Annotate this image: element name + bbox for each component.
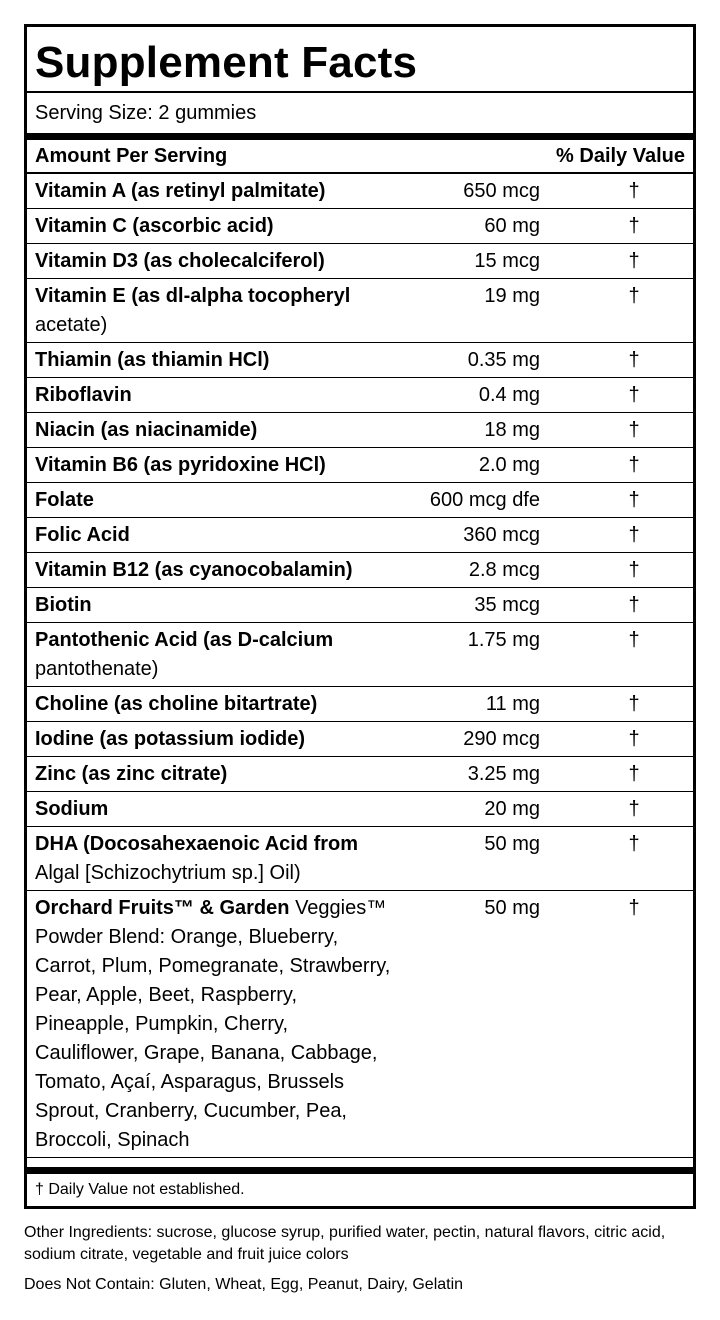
nutrient-daily-value: † <box>628 693 640 715</box>
nutrient-daily-value: † <box>628 419 640 441</box>
table-header <box>27 140 693 174</box>
table-end-divider <box>27 1158 693 1174</box>
nutrient-daily-value: † <box>628 384 640 406</box>
nutrient-daily-value: † <box>628 559 640 581</box>
nutrient-row <box>27 209 693 244</box>
nutrient-daily-value: † <box>628 454 640 476</box>
nutrient-name-bold: Riboflavin <box>35 384 132 406</box>
nutrient-row <box>27 588 693 623</box>
nutrient-amount: 3.25 mg <box>467 763 540 785</box>
nutrient-row <box>27 687 693 722</box>
nutrient-name <box>27 486 393 515</box>
nutrient-name <box>27 894 393 1155</box>
nutrient-daily-value: † <box>628 250 640 272</box>
does-not-contain: Does Not Contain: Gluten, Wheat, Egg, Peanut, Dairy, Gelatin <box>24 1276 464 1293</box>
other-ingredients: Other Ingredients: sucrose, glucose syrup, purified water, pectin, natural flavors, citric acid, sodium citrate, vegetable and fruit juice colors <box>24 1224 666 1263</box>
nutrient-name-bold: Vitamin D3 (as cholecalciferol) <box>35 250 325 272</box>
nutrient-row <box>27 483 693 518</box>
nutrient-row <box>27 722 693 757</box>
nutrient-row <box>27 174 693 209</box>
nutrient-name-bold: Folate <box>35 489 94 511</box>
nutrient-row <box>27 413 693 448</box>
nutrient-amount: 0.35 mg <box>467 349 540 371</box>
nutrient-name <box>27 760 393 789</box>
nutrient-amount: 15 mcg <box>474 250 540 272</box>
nutrient-name <box>27 521 393 550</box>
nutrient-name <box>27 556 393 585</box>
daily-value-heading: % Daily Value <box>556 145 685 167</box>
nutrient-name-bold: Zinc (as zinc citrate) <box>35 763 228 785</box>
nutrient-name <box>27 247 393 276</box>
nutrient-name-bold: Thiamin (as thiamin HCl) <box>35 349 270 371</box>
nutrient-amount: 360 mcg <box>463 524 540 546</box>
nutrient-row <box>27 378 693 413</box>
nutrient-amount: 60 mg <box>484 215 540 237</box>
nutrient-daily-value: † <box>628 728 640 750</box>
nutrient-name <box>27 451 393 480</box>
nutrient-amount: 20 mg <box>484 798 540 820</box>
nutrient-row <box>27 244 693 279</box>
nutrient-name <box>27 591 393 620</box>
nutrient-daily-value: † <box>628 798 640 820</box>
nutrient-daily-value: † <box>628 594 640 616</box>
nutrient-row <box>27 279 693 343</box>
nutrient-name <box>27 795 393 824</box>
nutrient-name <box>27 830 393 888</box>
nutrient-daily-value: † <box>628 833 640 855</box>
serving-size: Serving Size: 2 gummies <box>35 102 257 124</box>
nutrient-row <box>27 827 693 891</box>
nutrient-row <box>27 891 693 1158</box>
nutrient-list <box>27 174 693 1158</box>
nutrient-name-bold: Vitamin B6 (as pyridoxine HCl) <box>35 454 326 476</box>
nutrient-amount: 0.4 mg <box>478 384 540 406</box>
nutrient-daily-value: † <box>628 285 640 307</box>
nutrient-amount: 650 mcg <box>463 180 540 202</box>
nutrient-amount: 600 mcg dfe <box>429 489 540 511</box>
nutrient-daily-value: † <box>628 897 640 919</box>
nutrient-daily-value: † <box>628 489 640 511</box>
nutrient-amount: 290 mcg <box>463 728 540 750</box>
nutrient-row <box>27 343 693 378</box>
nutrient-daily-value: † <box>628 763 640 785</box>
nutrient-name <box>27 416 393 445</box>
nutrient-name <box>27 212 393 241</box>
nutrient-name-bold: Vitamin E (as dl-alpha tocopheryl <box>35 285 351 307</box>
nutrient-name <box>27 177 393 206</box>
nutrient-row <box>27 553 693 588</box>
nutrient-name-detail: Veggies™ Powder Blend: Orange, Blueberry, Carrot, Plum, Pomegranate, Strawberry, Pear, Apple, Beet, Raspberry, Pineapple, Pumpkin, Cherry, Cauliflower, Grape, Banana, Cabbage, Tomato, Açaí, Asparagus, Brussels Sprout, Cranberry, Cucumber, Pea, Broccoli, Spinach <box>35 897 391 1151</box>
nutrient-amount: 2.8 mcg <box>468 559 540 581</box>
nutrient-name-detail: acetate) <box>35 314 108 336</box>
nutrient-daily-value: † <box>628 629 640 651</box>
nutrient-name <box>27 346 393 375</box>
nutrient-row <box>27 757 693 792</box>
nutrient-name-bold: DHA (Docosahexaenoic Acid from <box>35 833 359 855</box>
nutrient-name-bold: Sodium <box>35 798 109 820</box>
nutrient-name-bold: Pantothenic Acid (as D-calcium <box>35 629 334 651</box>
nutrient-row <box>27 792 693 827</box>
panel-title: Supplement Facts <box>35 38 418 87</box>
serving-divider <box>27 133 693 140</box>
nutrient-daily-value: † <box>628 180 640 202</box>
nutrient-name-bold: Folic Acid <box>35 524 130 546</box>
nutrient-name <box>27 690 393 719</box>
nutrient-name-detail: Algal [Schizochytrium sp.] Oil) <box>35 862 301 884</box>
nutrient-name-bold: Vitamin C (ascorbic acid) <box>35 215 274 237</box>
nutrient-daily-value: † <box>628 349 640 371</box>
nutrient-name <box>27 381 393 410</box>
nutrient-daily-value: † <box>628 524 640 546</box>
nutrient-name-detail: pantothenate) <box>35 658 159 680</box>
supplement-facts-panel <box>24 24 696 1209</box>
nutrient-name-bold: Vitamin A (as retinyl palmitate) <box>35 180 326 202</box>
nutrient-name-bold: Orchard Fruits™ & Garden <box>35 897 290 919</box>
nutrient-amount: 18 mg <box>484 419 540 441</box>
nutrient-amount: 19 mg <box>484 285 540 307</box>
nutrient-name <box>27 725 393 754</box>
nutrient-row <box>27 518 693 553</box>
nutrient-name <box>27 626 393 684</box>
nutrient-name-bold: Biotin <box>35 594 92 616</box>
amount-per-serving-heading: Amount Per Serving <box>35 145 228 167</box>
nutrient-name-bold: Choline (as choline bitartrate) <box>35 693 318 715</box>
nutrient-amount: 11 mg <box>485 693 540 715</box>
footnote: † Daily Value not established. <box>35 1181 245 1198</box>
nutrient-daily-value: † <box>628 215 640 237</box>
nutrient-row <box>27 448 693 483</box>
nutrient-amount: 35 mcg <box>474 594 540 616</box>
nutrient-name <box>27 282 393 340</box>
nutrient-amount: 50 mg <box>484 897 540 919</box>
nutrient-amount: 1.75 mg <box>467 629 540 651</box>
nutrient-name-bold: Iodine (as potassium iodide) <box>35 728 306 750</box>
nutrient-amount: 2.0 mg <box>478 454 540 476</box>
nutrient-row <box>27 623 693 687</box>
nutrient-name-bold: Vitamin B12 (as cyanocobalamin) <box>35 559 353 581</box>
nutrient-amount: 50 mg <box>484 833 540 855</box>
nutrient-name-bold: Niacin (as niacinamide) <box>35 419 258 441</box>
